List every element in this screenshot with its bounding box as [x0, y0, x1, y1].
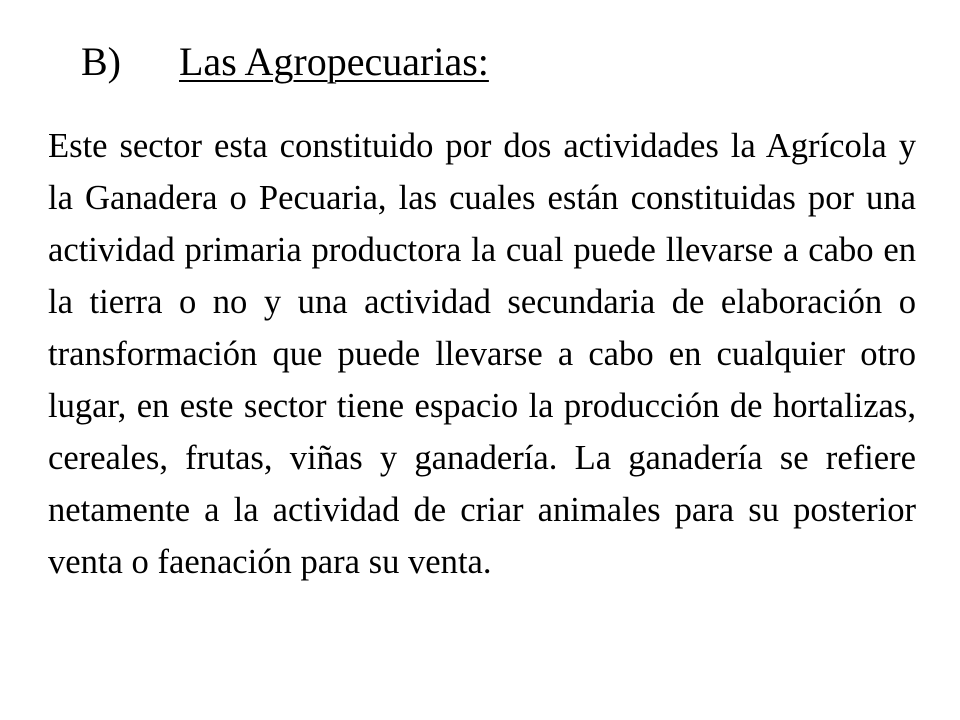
section-title: Las Agropecuarias: — [179, 39, 489, 84]
section-marker: B) — [81, 39, 121, 84]
body-paragraph: Este sector esta constituido por dos actividades la Agrícola y la Ganadera o Pecuaria, las cuales están constituidas por una actividad primaria productora la cual puede llevarse a cabo en la tierra o no y una actividad secundaria de elaboración o transformación que puede llevarse a cabo en cualquier otro lugar, en este sector tiene espacio la producción de hortalizas, cereales, frutas, viñas y ganadería. La ganadería se refiere netamente a la actividad de criar animales para su posterior venta o faenación para su venta. — [48, 127, 916, 581]
section-heading — [81, 36, 489, 88]
